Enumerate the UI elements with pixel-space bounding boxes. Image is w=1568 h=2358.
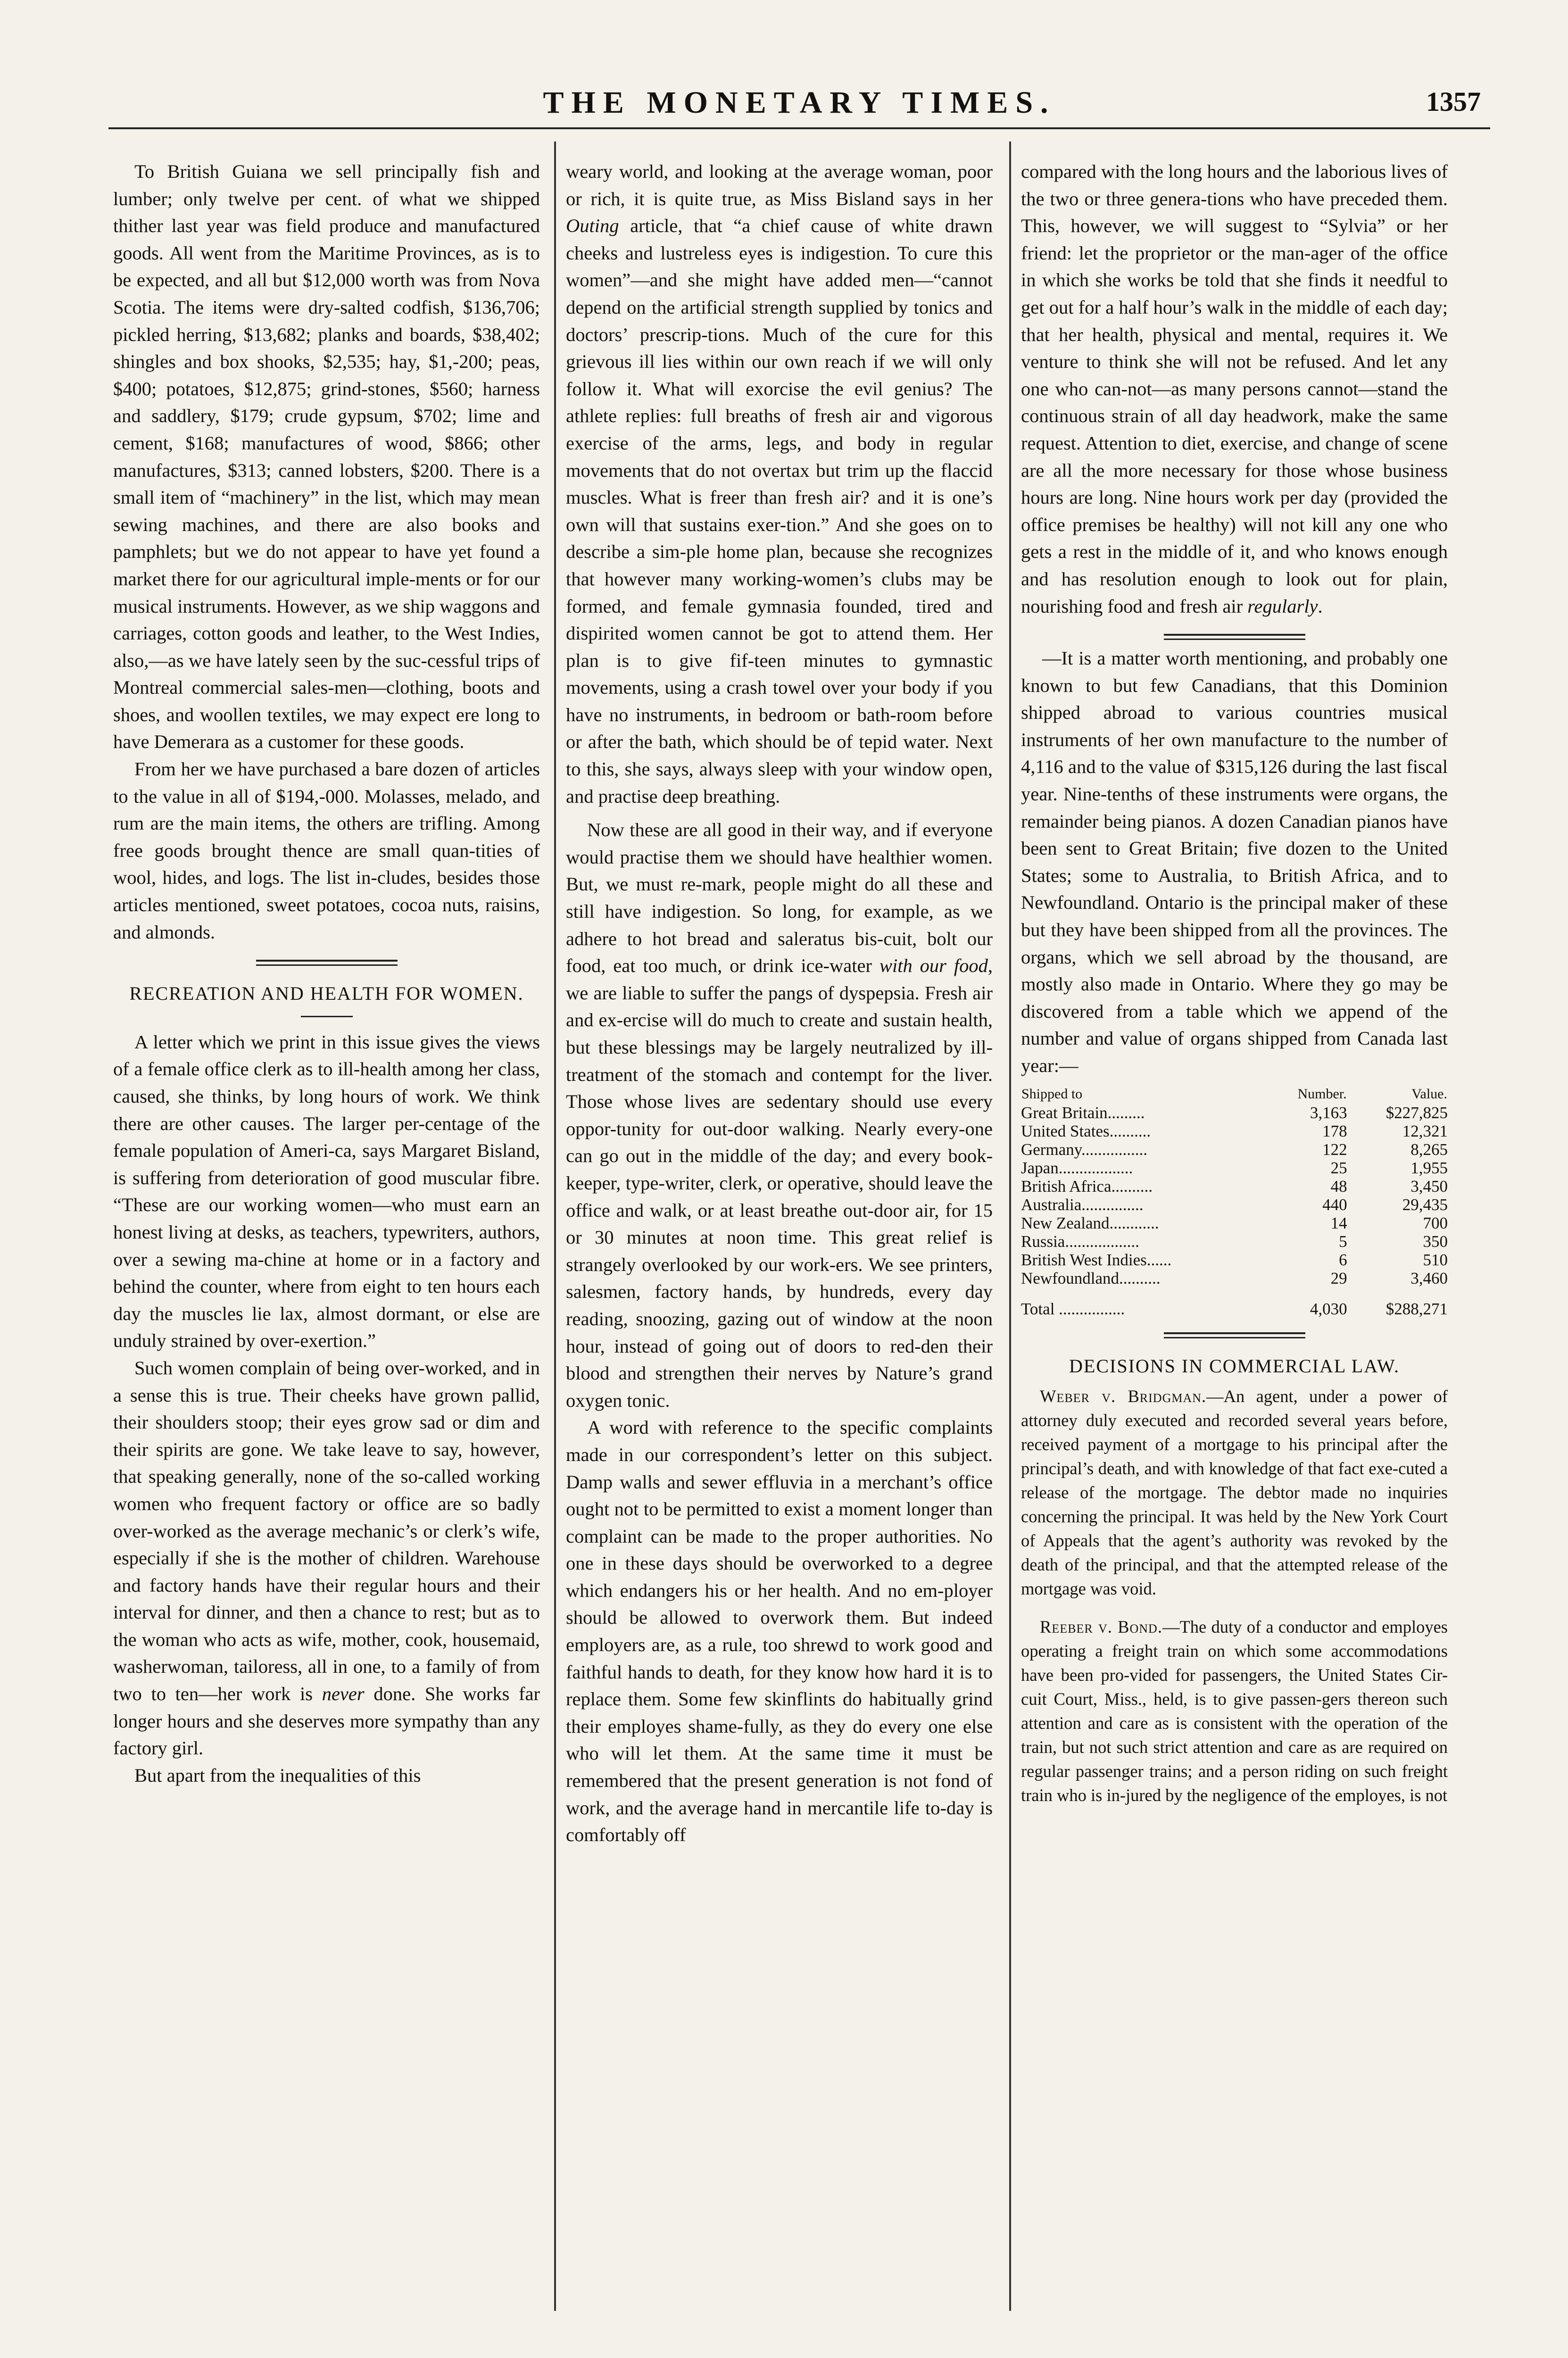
destination-cell: Great Britain.........	[1021, 1103, 1145, 1122]
paragraph	[1021, 158, 1448, 620]
text-run: Such women complain of being over-worked, and in a sense this is true. Their cheeks have grown pallid, their shoulders stoop; their eyes grow sad or dim and their spirits are gone. We take leave to say, however, that speaking generally, none of the so-called working women who frequent factory or office are so badly over-worked as the average mechanic’s or clerk’s wife, especially if she is the mother of children. Warehouse and factory hands have their regular hours and their interval for dinner, and then a chance to rest; but as to the woman who acts as wife, mother, cook, housemaid, washerwoman, tailoress, all in one, to a family of from two to ten—her work is	[113, 1357, 540, 1705]
table-row	[1021, 1196, 1448, 1214]
paragraph: A letter which we print in this issue gives the views of a female office clerk as to ill-health among her class, caused, she thinks, by long hours of work. We think there are other causes. The larger per-centage of the female population of Ameri-ca, says Margaret Bisland, is suffering from deterioration of good muscular fibre. “These are our working women—who must earn an honest living at desks, as teachers, typewriters, authors, over a sewing ma-chine at home or in a factory and behind the counter, where from eight to ten hours each day the muscles lie lax, almost dormant, or else are unduly strained by over-exertion.”	[113, 1031, 540, 1352]
value-cell: 3,450	[1410, 1177, 1448, 1196]
number-cell: 48	[1330, 1177, 1347, 1196]
paragraph: But apart from the inequalities of this	[134, 1764, 421, 1786]
section-divider	[1164, 634, 1305, 640]
table-row	[1021, 1140, 1448, 1159]
organ-shipments-table	[1021, 1084, 1448, 1318]
case-paragraph	[1021, 1615, 1448, 1807]
text-run: weary world, and looking at the average woman, poor or rich, it is quite true, as Miss Bisland says in her	[566, 161, 993, 209]
column-header: Number.	[1297, 1086, 1347, 1102]
destination-cell: Australia...............	[1021, 1195, 1144, 1214]
case-text: —The duty of a conductor and employes operating a freight train on which some accommodations have been pro-vided for passengers, the United States Cir-cuit Court, Miss., held, is to give passen-gers thereon such attention and care as is consistent with the operation of the train, but not such strict attention and care as are required on regular passenger trains; and a person riding on such freight train who is in-jured by the negligence of the employes, is not	[1021, 1617, 1448, 1805]
text-run: compared with the long hours and the laborious lives of the two or three genera-tions who have preceded them. This, however, we will suggest to “Sylvia” or her friend: let the proprietor or the man-ager of the office in which she works be told that she finds it needful to get out for a half hour’s walk in the middle of each day; that her health, physical and mental, requires it. We venture to think she will not be refused. And let any one who can-not—as many persons cannot—stand the continuous strain of all day headwork, make the same request. Attention to diet, exercise, and change of scene are all the more necessary for those whose business hours are long. Nine hours work per day (provided the office premises be healthy) will not kill any one who gets a rest in the middle of it, and who knows enough and has resolution enough to look out for plain, nourishing food and fresh air	[1021, 161, 1448, 617]
section-divider	[256, 960, 398, 966]
text-run: done. She works far longer hours and she deserves more sympathy than any factory girl.	[113, 1683, 540, 1759]
number-cell: 25	[1330, 1158, 1347, 1177]
text-run: article, that “a chief cause of white drawn cheeks and lustreless eyes is indigestion. To cure this women”—and she might have added men—“cannot depend on the artificial strength supplied by tonics and doctors’ prescrip-tions. Much of the cure for this grievous ill lies within our own reach if we will only follow it. What will exorcise the evil genius? The athlete replies: full breaths of fresh air and vigorous exercise of the arms, legs, and body in regular movements that do not overtax but trim up the flaccid muscles. What is freer than fresh air? and it is one’s own will that sustains exer-tion.” And she goes on to describe a sim-ple home plan, because she recognizes that however many working-women’s clubs may be formed, and female gymnasia founded, tired and dispirited women cannot be got to attend them. Her plan is to give fif-teen minutes to gymnastic movements, using a crash towel over your body if you have no instruments, in bedroom or bath-room before or after the bath, which should be of tepid water. Next to this, she says, always sleep with your window open, and practise deep breathing.	[566, 215, 993, 807]
number-cell: 3,163	[1310, 1103, 1347, 1122]
number-cell: 5	[1339, 1232, 1347, 1251]
paragraph	[566, 158, 993, 810]
table-row	[1021, 1122, 1448, 1140]
heading-rule	[301, 1016, 353, 1017]
destination-cell: United States..........	[1021, 1121, 1151, 1140]
text-run: .	[1318, 595, 1323, 617]
paragraph	[566, 816, 993, 1414]
number-cell: 14	[1330, 1213, 1347, 1232]
column-1	[113, 158, 540, 1789]
case-title: Reeber v. Bond.	[1040, 1617, 1162, 1637]
table-row	[1021, 1159, 1448, 1177]
value-cell: 350	[1423, 1232, 1448, 1251]
emphasis: regularly	[1247, 595, 1318, 617]
number-cell: 6	[1339, 1250, 1347, 1269]
table-row	[1021, 1251, 1448, 1269]
emphasis: never	[322, 1683, 365, 1705]
masthead-title: THE MONETARY TIMES.	[543, 85, 1056, 120]
table-body	[1021, 1104, 1448, 1287]
table-row	[1021, 1214, 1448, 1232]
table-total-row	[1021, 1287, 1448, 1318]
destination-cell: British Africa..........	[1021, 1177, 1153, 1196]
value-cell: $227,825	[1385, 1103, 1448, 1122]
value-cell: 700	[1423, 1213, 1448, 1232]
paragraph: A word with reference to the specific complaints made in our correspondent’s letter on this subject. Damp walls and sewer effluvia in a merchant’s office ought not to be permitted to exist a moment longer than complaint can be made to the proper authorities. No one in these days should be overworked to a degree which endangers his or her health. And no em-ployer should be allowed to overwork them. But indeed employers are, as a rule, too shrewd to work good and faithful hands to death, for they know how hard it is to replace them. Some few skinflints do habitually grind their employes shame-fully, as they do every one else who will let them. At the same time it must be remembered that the present generation is not fond of work, and the average hand in mercantile life to-day is comfortably off	[566, 1417, 993, 1846]
value-cell: 8,265	[1410, 1140, 1448, 1159]
value-cell: 12,321	[1402, 1121, 1448, 1140]
column-rule-right	[1009, 141, 1011, 2311]
value-cell: 1,955	[1410, 1158, 1448, 1177]
value-cell: 29,435	[1402, 1195, 1448, 1214]
section-divider	[1164, 1332, 1305, 1338]
column-2	[566, 158, 993, 1849]
number-cell: 178	[1322, 1121, 1347, 1140]
destination-cell: British West Indies......	[1021, 1250, 1172, 1269]
number-cell: 122	[1322, 1140, 1347, 1159]
number-cell: 29	[1330, 1269, 1347, 1287]
destination-cell: Russia..................	[1021, 1232, 1139, 1251]
masthead	[108, 75, 1490, 129]
paragraph	[113, 1354, 540, 1762]
table-row	[1021, 1177, 1448, 1196]
destination-cell: Germany................	[1021, 1140, 1147, 1159]
text-run: , we are liable to suffer the pangs of dyspepsia. Fresh air and ex-ercise will do much to create and sustain health, but these blessings may be largely neutralized by ill-treatment of the stomach and contempt for the liver. Those whose lives are sedentary should use every oppor-tunity for out-door walking. Nearly every-one can go out in the middle of the day; and every book-keeper, type-writer, clerk, or operative, should leave the office and walk, or at least breathe out-door air, for 15 or 30 minutes at noon time. This great relief is strangely overlooked by our work-ers. We see printers, salesmen, factory hands, by hundreds, every day reading, snoozing, gazing out of window at the noon hour, instead of going out of doors to red-den their blood and strengthen their nerves by Nature’s grand oxygen tonic.	[566, 955, 993, 1411]
column-3	[1021, 158, 1448, 1807]
table-header-row	[1021, 1084, 1448, 1104]
column-rule-left	[554, 141, 556, 2311]
paragraph: —It is a matter worth mentioning, and probably one known to but few Canadians, that this Dominion shipped abroad to various countries musical instruments of her own manufacture to the number of 4,116 and to the value of $315,126 during the last fiscal year. Nine-tenths of these instruments were organs, the remainder being pianos. A dozen Canadian pianos have been sent to Great Britain; five dozen to the United States; some to Australia, to British Africa, and to Newfoundland. Ontario is the principal maker of these but they have been shipped from all the provinces. The organs, which we sell abroad by the thousand, are mostly also made in Ontario. Where they go may be discovered from a table which we append of the number and value of organs shipped from Canada last year:—	[1021, 648, 1448, 1076]
total-number: 4,030	[1310, 1299, 1347, 1318]
emphasis: Outing	[566, 215, 619, 237]
paragraph: To British Guiana we sell principally fish and lumber; only twelve per cent. of what we shipped thither last year was field produce and manufactured goods. All went from the Maritime Provinces, as is to be expected, and all but $12,000 worth was from Nova Scotia. The items were dry-salted codfish, $136,706; pickled herring, $13,682; planks and boards, $38,402; shingles and box shooks, $2,535; hay, $1,-200; peas, $400; potatoes, $12,875; grind-stones, $560; harness and saddlery, $179; crude gypsum, $702; lime and cement, $168; manufactures of wood, $866; other manufactures, $313; canned lobsters, $200. There is a small item of “machinery” in the list, which may mean sewing machines, and there are also books and pamphlets; but we do not appear to have yet found a market there for our agricultural imple-ments or for our musical instruments. However, as we ship waggons and carriages, cotton goods and leather, to the West Indies, also,—as we have lately seen by the suc-cessful trips of Montreal commercial sales-men—clothing, boots and shoes, and woollen textiles, we may expect ere long to have Demerara as a customer for these goods.	[113, 161, 540, 753]
article-heading: RECREATION AND HEALTH FOR WOMEN.	[129, 983, 524, 1005]
page-number: 1357	[1426, 86, 1481, 117]
value-cell: 510	[1423, 1250, 1448, 1269]
case-paragraph	[1021, 1384, 1448, 1601]
column-header: Shipped to	[1021, 1086, 1083, 1102]
case-title: Weber v. Bridgman.	[1040, 1387, 1207, 1406]
paragraph: From her we have purchased a bare dozen of articles to the value in all of $194,-000. Molasses, melado, and rum are the main items, the others are trifling. Among free goods brought thence are small quan-tities of wool, hides, and logs. The list in-cludes, besides those articles mentioned, sweet potatoes, cocoa nuts, raisins, and almonds.	[113, 758, 540, 943]
destination-cell: Japan..................	[1021, 1158, 1133, 1177]
emphasis: with our food	[879, 955, 988, 977]
table-row	[1021, 1269, 1448, 1287]
table-row	[1021, 1232, 1448, 1251]
column-header: Value.	[1411, 1086, 1447, 1102]
case-text: —An agent, under a power of attorney duly executed and recorded several years before, received payment of a mortgage to his principal after the principal’s death, and with knowledge of that fact exe-cuted a release of the mortgage. The debtor made no inquiries concerning the principal. It was held by the New York Court of Appeals that the agent’s authority was revoked by the death of the principal, and that the attempted release of the mortgage was void.	[1021, 1387, 1448, 1599]
destination-cell: New Zealand............	[1021, 1213, 1159, 1232]
value-cell: 3,460	[1410, 1269, 1448, 1287]
total-label: Total ................	[1021, 1299, 1125, 1318]
article-heading: DECISIONS IN COMMERCIAL LAW.	[1069, 1355, 1400, 1377]
law-decisions	[1021, 1384, 1448, 1807]
number-cell: 440	[1322, 1195, 1347, 1214]
text-run: Now these are all good in their way, and if everyone would practise them we should have healthier women. But, we must re-mark, people might do all these and still have indigestion. So long, for example, as we adhere to hot bread and saleratus bis-cuit, bolt our food, eat too much, or drink ice-water	[566, 819, 993, 977]
table-row	[1021, 1104, 1448, 1122]
destination-cell: Newfoundland..........	[1021, 1269, 1161, 1287]
total-value: $288,271	[1385, 1299, 1448, 1318]
